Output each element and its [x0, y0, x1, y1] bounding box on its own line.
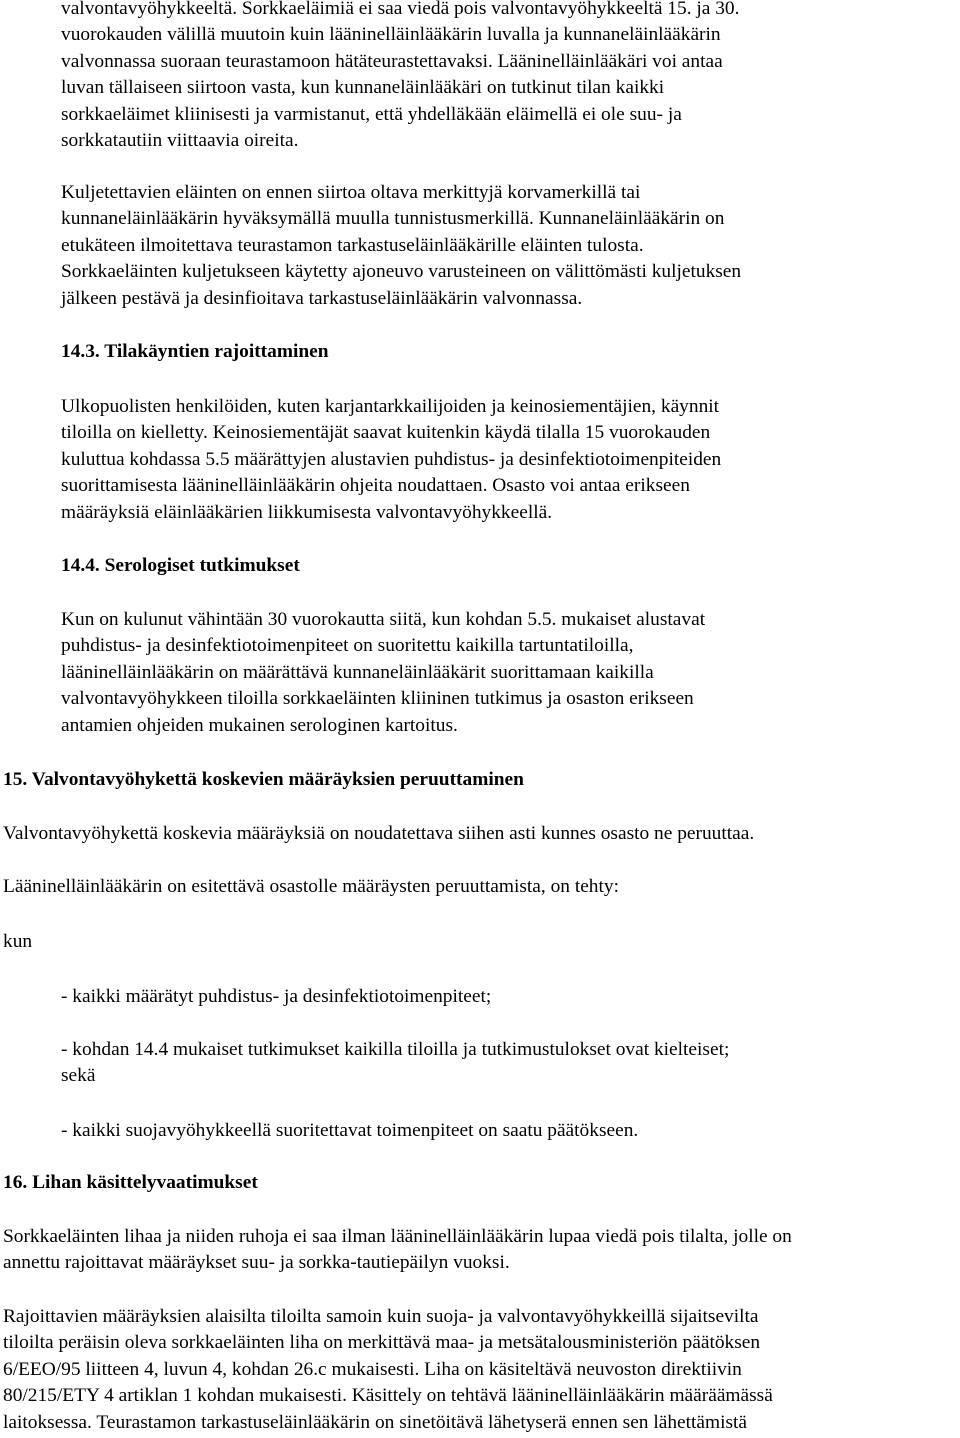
section-14-4-text: Kun on kulunut vähintään 30 vuorokautta siitä, kun kohdan 5.5. mukaiset alustavat puhdistus- ja desinfektiotoimenpiteet on suoritettu kaikilla tartuntatiloilla, lääninelläinlääkärin on määrättävä kunnaneläinlääkärit suorittamaan kaikilla valvontavyöhykkeen tiloilla sorkkaeläinten kliininen tutkimus ja osaston erikseen antamien ohjeiden mukainen serologinen kartoitus. — [61, 609, 706, 736]
section-15-heading: 15. Valvontavyöhykettä koskevien määräyksien peruuttaminen — [3, 769, 524, 790]
section-14-3-text: Ulkopuolisten henkilöiden, kuten karjantarkkailijoiden ja keinosiementäjien, käynnit tiloilla on kielletty. Keinosiementäjät saavat kuitenkin käydä tilalla 15 vuorokauden kuluttua kohdassa 5.5 määrättyjen alustavien puhdistus- ja desinfektiotoimenpiteiden suorittamisesta lääninelläinlääkärin ohjeita noudattaen. Osasto voi antaa erikseen määräyksiä eläinlääkärien liikkumisesta valvontavyöhykkeellä. — [61, 396, 722, 523]
section-15-condition-2: - kohdan 14.4 mukaiset tutkimukset kaikilla tiloilla ja tutkimustulokset ovat kielteiset; sekä — [61, 1039, 730, 1087]
section-16-heading: 16. Lihan käsittelyvaatimukset — [3, 1172, 258, 1193]
section-15-condition-1: - kaikki määrätyt puhdistus- ja desinfektiotoimenpiteet; — [61, 986, 492, 1007]
section-15-paragraph-2: Lääninelläinlääkärin on esitettävä osastolle määräysten peruuttamista, on tehty: — [3, 876, 619, 897]
transport-paragraph: Kuljetettavien eläinten on ennen siirtoa oltava merkittyjä korvamerkillä tai kunnaneläinlääkärin hyväksymällä muulla tunnistusmerkillä. Kunnaneläinlääkärin on etukäteen ilmoitettava teurastamon tarkastuseläinlääkärille eläinten tulosta. Sorkkaeläinten kuljetukseen käytetty ajoneuvo varusteineen on välittömästi kuljetuksen jälkeen pestävä ja desinfioitava tarkastuseläinlääkärin valvonnassa. — [61, 182, 742, 309]
intro-paragraph: valvontavyöhykkeeltä. Sorkkaeläimiä ei saa viedä pois valvontavyöhykkeeltä 15. ja 30. vuorokauden välillä muutoin kuin lääninelläinlääkärin luvalla ja kunnaneläinlääkärin valvonnassa suoraan teurastamoon hätäteurastettavaksi. Lääninelläinlääkäri voi antaa luvan tällaiseen siirtoon vasta, kun kunnaneläinlääkäri on tutkinut tilan kaikki sorkkaeläimet kliinisesti ja varmistanut, että yhdelläkään eläimellä ei ole suu- ja sorkkatautiin viittaavia oireita. — [61, 0, 740, 152]
section-16-paragraph-1: Sorkkaeläinten lihaa ja niiden ruhoja ei saa ilman lääninelläinlääkärin lupaa viedä pois tilalta, jolle on annettu rajoittavat määräykset suu- ja sorkka-tautiepäilyn vuoksi. — [3, 1226, 792, 1274]
section-14-3-heading: 14.3. Tilakäyntien rajoittaminen — [61, 341, 329, 362]
section-15-condition-3: - kaikki suojavyöhykkeellä suoritettavat toimenpiteet on saatu päätökseen. — [61, 1120, 639, 1141]
section-15-kun: kun — [3, 931, 33, 952]
section-14-4-heading: 14.4. Serologiset tutkimukset — [61, 555, 300, 576]
section-16-paragraph-2: Rajoittavien määräyksien alaisilta tiloilta samoin kuin suoja- ja valvontavyöhykkeillä sijaitsevilta tiloilta peräisin oleva sorkkaeläinten liha on merkittävä maa- ja metsätalousministeriön päätöksen 6/EEO/95 liitteen 4, luvun 4, kohdan 26.c mukaisesti. Liha on käsiteltävä neuvoston direktiivin 80/215/ETY 4 artiklan 1 kohdan mukaisesti. Käsittely on tehtävä lääninelläinlääkärin määräämässä laitoksessa. Teurastamon tarkastuseläinlääkärin on sinetöitävä lähetyserä ennen sen lähettämistä — [3, 1306, 773, 1433]
section-15-paragraph-1: Valvontavyöhykettä koskevia määräyksiä on noudatettava siihen asti kunnes osasto ne peruuttaa. — [3, 823, 755, 844]
